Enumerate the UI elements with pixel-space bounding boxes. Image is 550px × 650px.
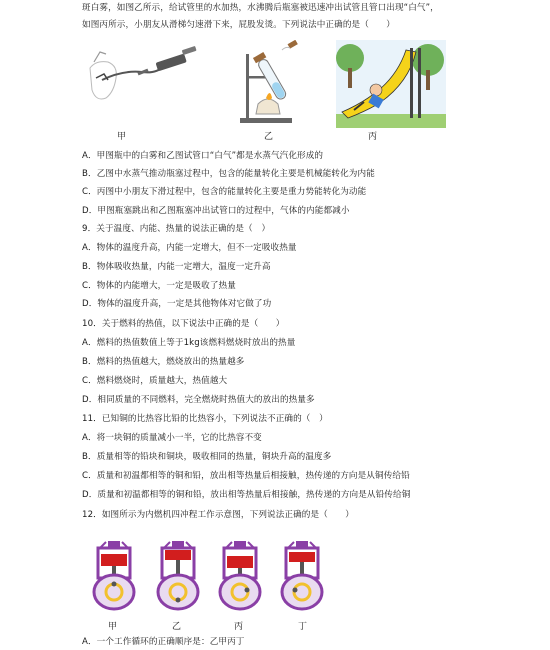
q9-option-d: D．物体的温度升高，一定是其他物体对它做了功 [82,299,272,309]
figure-bing-slide [336,40,446,128]
q11-stem: 11．已知铜的比热容比铅的比热容小，下列说法不正确的（ ） [82,414,328,424]
q10-option-c: C．燃料燃烧时，质量越大，热值越大 [82,376,228,386]
engine-stroke-yi [152,540,204,612]
q10-stem: 10．关于燃料的热值，以下说法中正确的是（ ） [82,319,285,329]
figure1-label-yi: 乙 [264,132,274,142]
q9-stem: 9．关于温度、内能、热量的说法正确的是（ ） [82,224,271,234]
figure2-label-yi: 乙 [172,622,182,632]
figure2-label-bing: 丙 [234,622,244,632]
q8-option-c: C．丙图中小朋友下滑过程中，包含的能量转化主要是重力势能转化为动能 [82,187,367,197]
engine-stroke-jia [88,540,140,612]
q9-option-a: A．物体的温度升高，内能一定增大，但不一定吸收热量 [82,243,297,253]
q11-option-c: C．质量和初温都相等的铜和铅，放出相等热量后相接触，热传递的方向是从铜传给铅 [82,471,410,481]
figure2-label-jia: 甲 [108,622,118,632]
q10-option-d: D．相同质量的不同燃料，完全燃烧时热值大的放出的热量多 [82,395,315,405]
figure-jia-pump-bottle [82,40,202,128]
figure-yi-test-tube [232,40,312,128]
figure2-label-ding: 丁 [298,622,308,632]
q12-option-a: A．一个工作循环的正确顺序是：乙甲丙丁 [82,637,245,647]
q10-option-b: B．燃料的热值越大，燃烧放出的热量越多 [82,357,245,367]
intro-line-1: 斑白雾，如图乙所示，给试管里的水加热，水沸腾后瓶塞被迅速冲出试管且管口出现“白气”， [82,3,439,13]
q8-option-a: A．甲图瓶中的白雾和乙图试管口“白气”都是水蒸气汽化形成的 [82,151,324,161]
q10-option-a: A．燃料的热值数值上等于1kg该燃料燃烧时放出的热量 [82,338,296,348]
figure1-label-jia: 甲 [117,132,127,142]
engine-stroke-ding [276,540,328,612]
q9-option-b: B．物体吸收热量，内能一定增大，温度一定升高 [82,262,271,272]
q11-option-b: B．质量相等的铅块和铜块，吸收相同的热量，铜块升高的温度多 [82,452,332,462]
q9-option-c: C．物体的内能增大，一定是吸收了热量 [82,281,236,291]
figure1-label-bing: 丙 [368,132,378,142]
q11-option-d: D．质量和初温都相等的铜和铅，放出相等热量后相接触，热传递的方向是从铅传给铜 [82,490,411,500]
q8-option-b: B．乙图中水蒸气推动瓶塞过程中，包含的能量转化主要是机械能转化为内能 [82,169,375,179]
engine-stroke-bing [214,540,266,612]
intro-line-2: 如图丙所示，小朋友从滑梯匀速滑下来，屁股发烫。下列说法中正确的是（ ） [82,20,395,30]
q11-option-a: A．将一块铜的质量减小一半，它的比热容不变 [82,433,262,443]
q8-option-d: D．甲图瓶塞跳出和乙图瓶塞冲出试管口的过程中，气体的内能都减小 [82,206,350,216]
q12-stem: 12．如图所示为内燃机四冲程工作示意图，下列说法正确的是（ ） [82,510,354,520]
